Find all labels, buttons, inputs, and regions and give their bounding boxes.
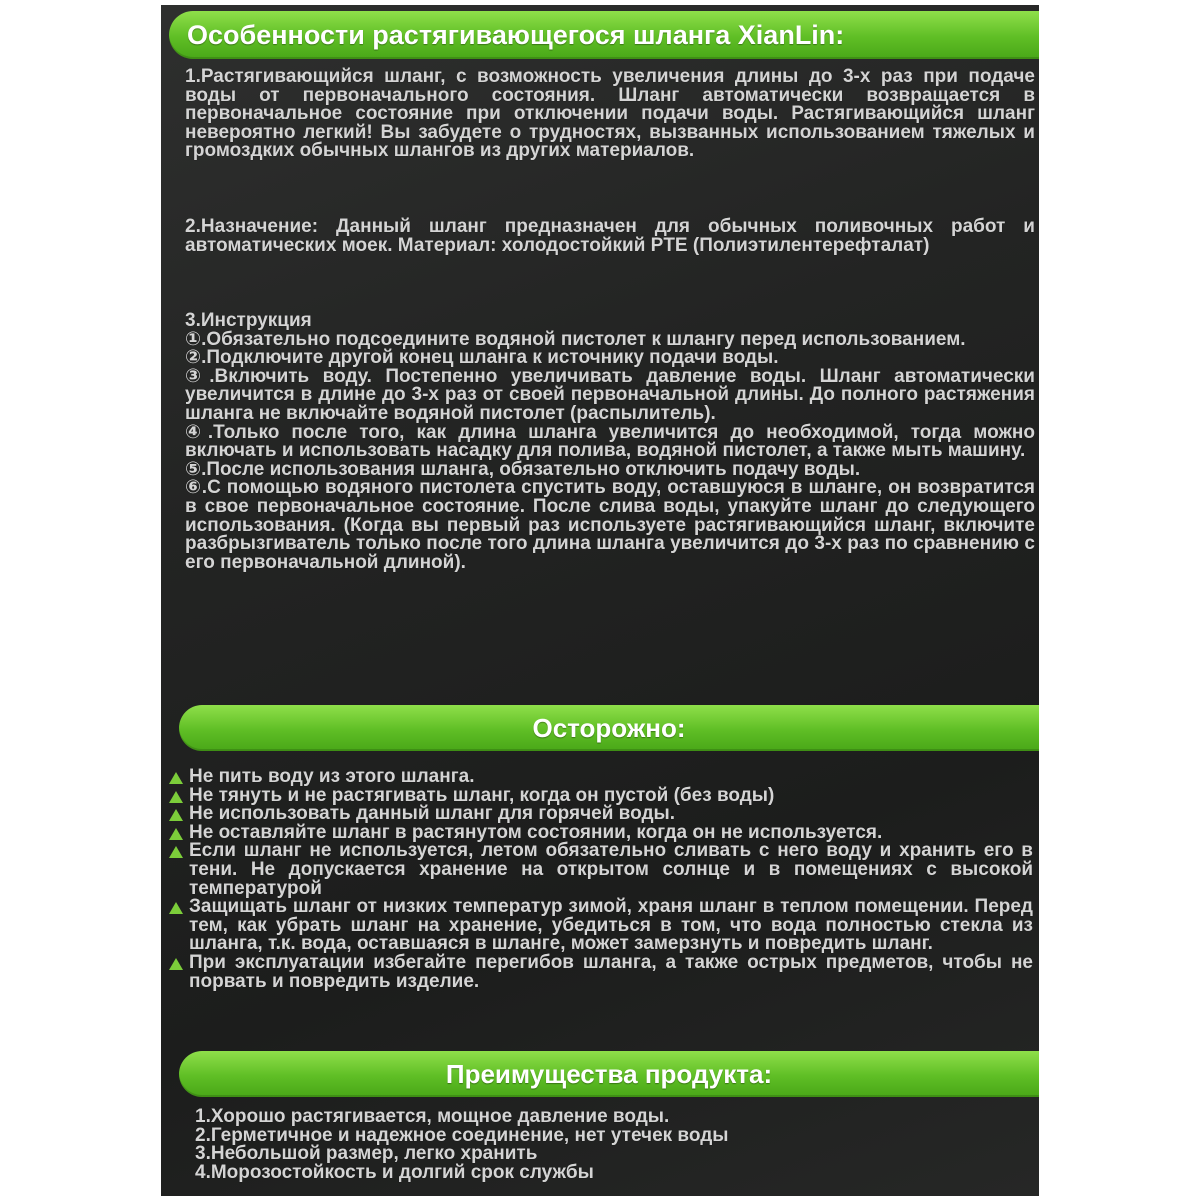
instruction-step: ⑥.С помощью водяного пистолета спустить воду, оставшуюся в шланге, он возвратится в свое первоначальное состояние. После слива воды, упакуйте шланг до следующего использования. (Когда вы первый раз используете растягивающийся шланг, включите разбрызгиватель только после того длина шланга увеличится до 3-х раз по сравнению с его первоначальной длиной). <box>185 477 1035 573</box>
caution-list <box>165 768 1033 991</box>
instruction-step: ①.Обязательно подсоедините водяной пистолет к шлангу перед использованием. <box>185 328 966 350</box>
triangle-bullet-icon <box>169 846 183 858</box>
advantages-title: Преимущества продукта: <box>445 1059 773 1089</box>
instruction-card <box>161 5 1039 1196</box>
caution-title: Осторожно: <box>532 713 686 743</box>
feature-paragraph-1: 1.Растягивающийся шланг, с возможность увеличения длины до 3-х раз при подаче воды от первоначального состояния. Шланг автоматически возвращается в первоначальное состояние при отключении подачи воды. Растягивающийся шланг невероятно легкий! Вы забудете о трудностях, вызванных использованием тяжелых и громоздких обычных шлангов из других материалов. <box>185 66 1035 162</box>
advantage-item: 2.Герметичное и надежное соединение, нет утечек воды <box>195 1124 729 1146</box>
advantages-list <box>195 1108 1015 1182</box>
instruction-step: ②.Подключите другой конец шланга к источнику подачи воды. <box>185 347 779 369</box>
caution-item: Если шланг не используется, летом обязательно сливать с него воду и хранить его в тени. Не допускается хранение на открытом солнце и в помещениях с высокой температурой <box>165 842 1033 898</box>
triangle-bullet-icon <box>169 958 183 970</box>
triangle-bullet-icon <box>169 791 183 803</box>
caution-item: Не тянуть и не растягивать шланг, когда он пустой (без воды) <box>165 787 1033 806</box>
instruction-step: ⑤.После использования шланга, обязательно отключить подачу воды. <box>185 458 861 480</box>
triangle-bullet-icon <box>169 902 183 914</box>
features-banner <box>169 11 1039 59</box>
triangle-bullet-icon <box>169 828 183 840</box>
caution-item: Не использовать данный шланг для горячей воды. <box>165 805 1033 824</box>
advantages-banner <box>179 1051 1039 1097</box>
caution-item: При эксплуатации избегайте перегибов шланга, а также острых предметов, чтобы не порвать и повредить изделие. <box>165 954 1033 991</box>
instructions-block <box>185 312 1035 572</box>
feature-paragraph-2: 2.Назначение: Данный шланг предназначен для обычных поливочных работ и автоматических моек. Материал: холодостойкий PTE (Полиэтилентерефталат) <box>185 216 1035 256</box>
features-title: Особенности растягивающегося шланга XianLin: <box>187 20 845 50</box>
caution-item: Защищать шланг от низких температур зимой, храня шланг в теплом помещении. Перед тем, как убрать шланг на хранение, убедиться в том, что вода полностью стекла из шланга, т.к. вода, оставшаяся в шланге, может замерзнуть и повредить шланг. <box>165 898 1033 954</box>
caution-item: Не пить воду из этого шланга. <box>165 768 1033 787</box>
advantage-item: 3.Небольшой размер, легко хранить <box>195 1143 538 1165</box>
instructions-title: 3.Инструкция <box>185 310 312 331</box>
instruction-step: ③.Включить воду. Постепенно увеличивать давление воды. Шланг автоматически увеличится в длине до 3-х раз от своей первоначальной длины. До полного растяжения шланга не включайте водяной пистолет (распылитель). <box>185 365 1035 424</box>
caution-banner <box>179 705 1039 751</box>
triangle-bullet-icon <box>169 772 183 784</box>
triangle-bullet-icon <box>169 809 183 821</box>
caution-item: Не оставляйте шланг в растянутом состоянии, когда он не используется. <box>165 824 1033 843</box>
instruction-step: ④.Только после того, как длина шланга увеличится до необходимой, тогда можно включать и использовать насадку для полива, водяной пистолет, а также мыть машину. <box>185 421 1035 462</box>
advantage-item: 1.Хорошо растягивается, мощное давление воды. <box>195 1106 670 1127</box>
advantage-item: 4.Морозостойкость и долгий срок службы <box>195 1161 594 1183</box>
